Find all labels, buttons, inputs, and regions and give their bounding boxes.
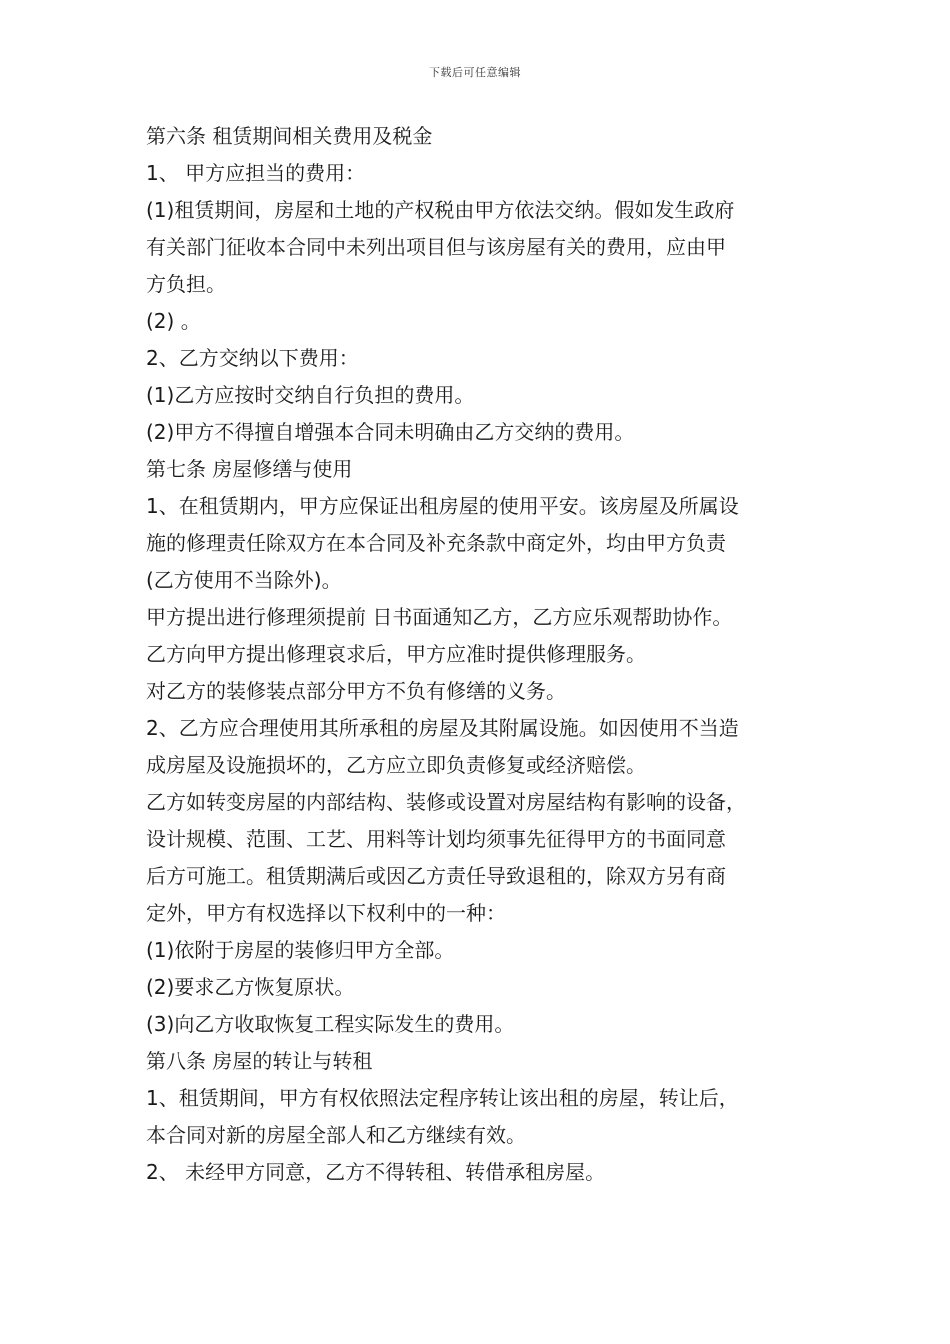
paragraph-line: (3)向乙方收取恢复工程实际发生的费用。 (146, 1012, 515, 1036)
section-heading-8: 第八条 房屋的转让与转租 (146, 1049, 373, 1073)
paragraph-line: 甲方提出进行修理须提前 日书面通知乙方，乙方应乐观帮助协作。 (146, 605, 733, 629)
paragraph-line: 1、在租赁期内，甲方应保证出租房屋的使用平安。该房屋及所属设 (146, 494, 739, 518)
paragraph-line: 2、 未经甲方同意，乙方不得转租、转借承租房屋。 (146, 1160, 606, 1184)
paragraph-line: (1)租赁期间，房屋和土地的产权税由甲方依法交纳。假如发生政府 (146, 198, 735, 222)
paragraph-line: 乙方向甲方提出修理哀求后，甲方应准时提供修理服务。 (146, 642, 646, 666)
paragraph-line: (2) 。 (146, 309, 201, 333)
paragraph-line: (1)乙方应按时交纳自行负担的费用。 (146, 383, 475, 407)
paragraph-line: 成房屋及设施损坏的，乙方应立即负责修复或经济赔偿。 (146, 753, 646, 777)
section-heading-7: 第七条 房屋修缮与使用 (146, 457, 353, 481)
paragraph-line: 对乙方的装修装点部分甲方不负有修缮的义务。 (146, 679, 566, 703)
document-body (146, 118, 810, 1191)
paragraph-line: (1)依附于房屋的装修归甲方全部。 (146, 938, 455, 962)
paragraph-line: 2、乙方应合理使用其所承租的房屋及其附属设施。如因使用不当造 (146, 716, 739, 740)
paragraph-line: (乙方使用不当除外)。 (146, 568, 342, 592)
paragraph-line: 施的修理责任除双方在本合同及补充条款中商定外，均由甲方负责 (146, 531, 726, 555)
paragraph-line: 方负担。 (146, 272, 226, 296)
paragraph-line: 乙方如转变房屋的内部结构、装修或设置对房屋结构有影响的设备， (146, 790, 746, 814)
paragraph-line: 本合同对新的房屋全部人和乙方继续有效。 (146, 1123, 526, 1147)
paragraph-line: 定外，甲方有权选择以下权利中的一种： (146, 901, 506, 925)
paragraph-line: 1、 甲方应担当的费用： (146, 161, 366, 185)
paragraph-line: (2)甲方不得擅自增强本合同未明确由乙方交纳的费用。 (146, 420, 635, 444)
paragraph-line: 有关部门征收本合同中未列出项目但与该房屋有关的费用，应由甲 (146, 235, 726, 259)
paragraph-line: 1、租赁期间，甲方有权依照法定程序转让该出租的房屋，转让后， (146, 1086, 739, 1110)
paragraph-line: 设计规模、范围、工艺、用料等计划均须事先征得甲方的书面同意 (146, 827, 726, 851)
paragraph-line: 2、乙方交纳以下费用： (146, 346, 359, 370)
paragraph-line: (2)要求乙方恢复原状。 (146, 975, 355, 999)
paragraph-line: 后方可施工。租赁期满后或因乙方责任导致退租的，除双方另有商 (146, 864, 726, 888)
section-heading-6: 第六条 租赁期间相关费用及税金 (146, 124, 433, 148)
page-header: 下载后可任意编辑 (429, 66, 521, 79)
